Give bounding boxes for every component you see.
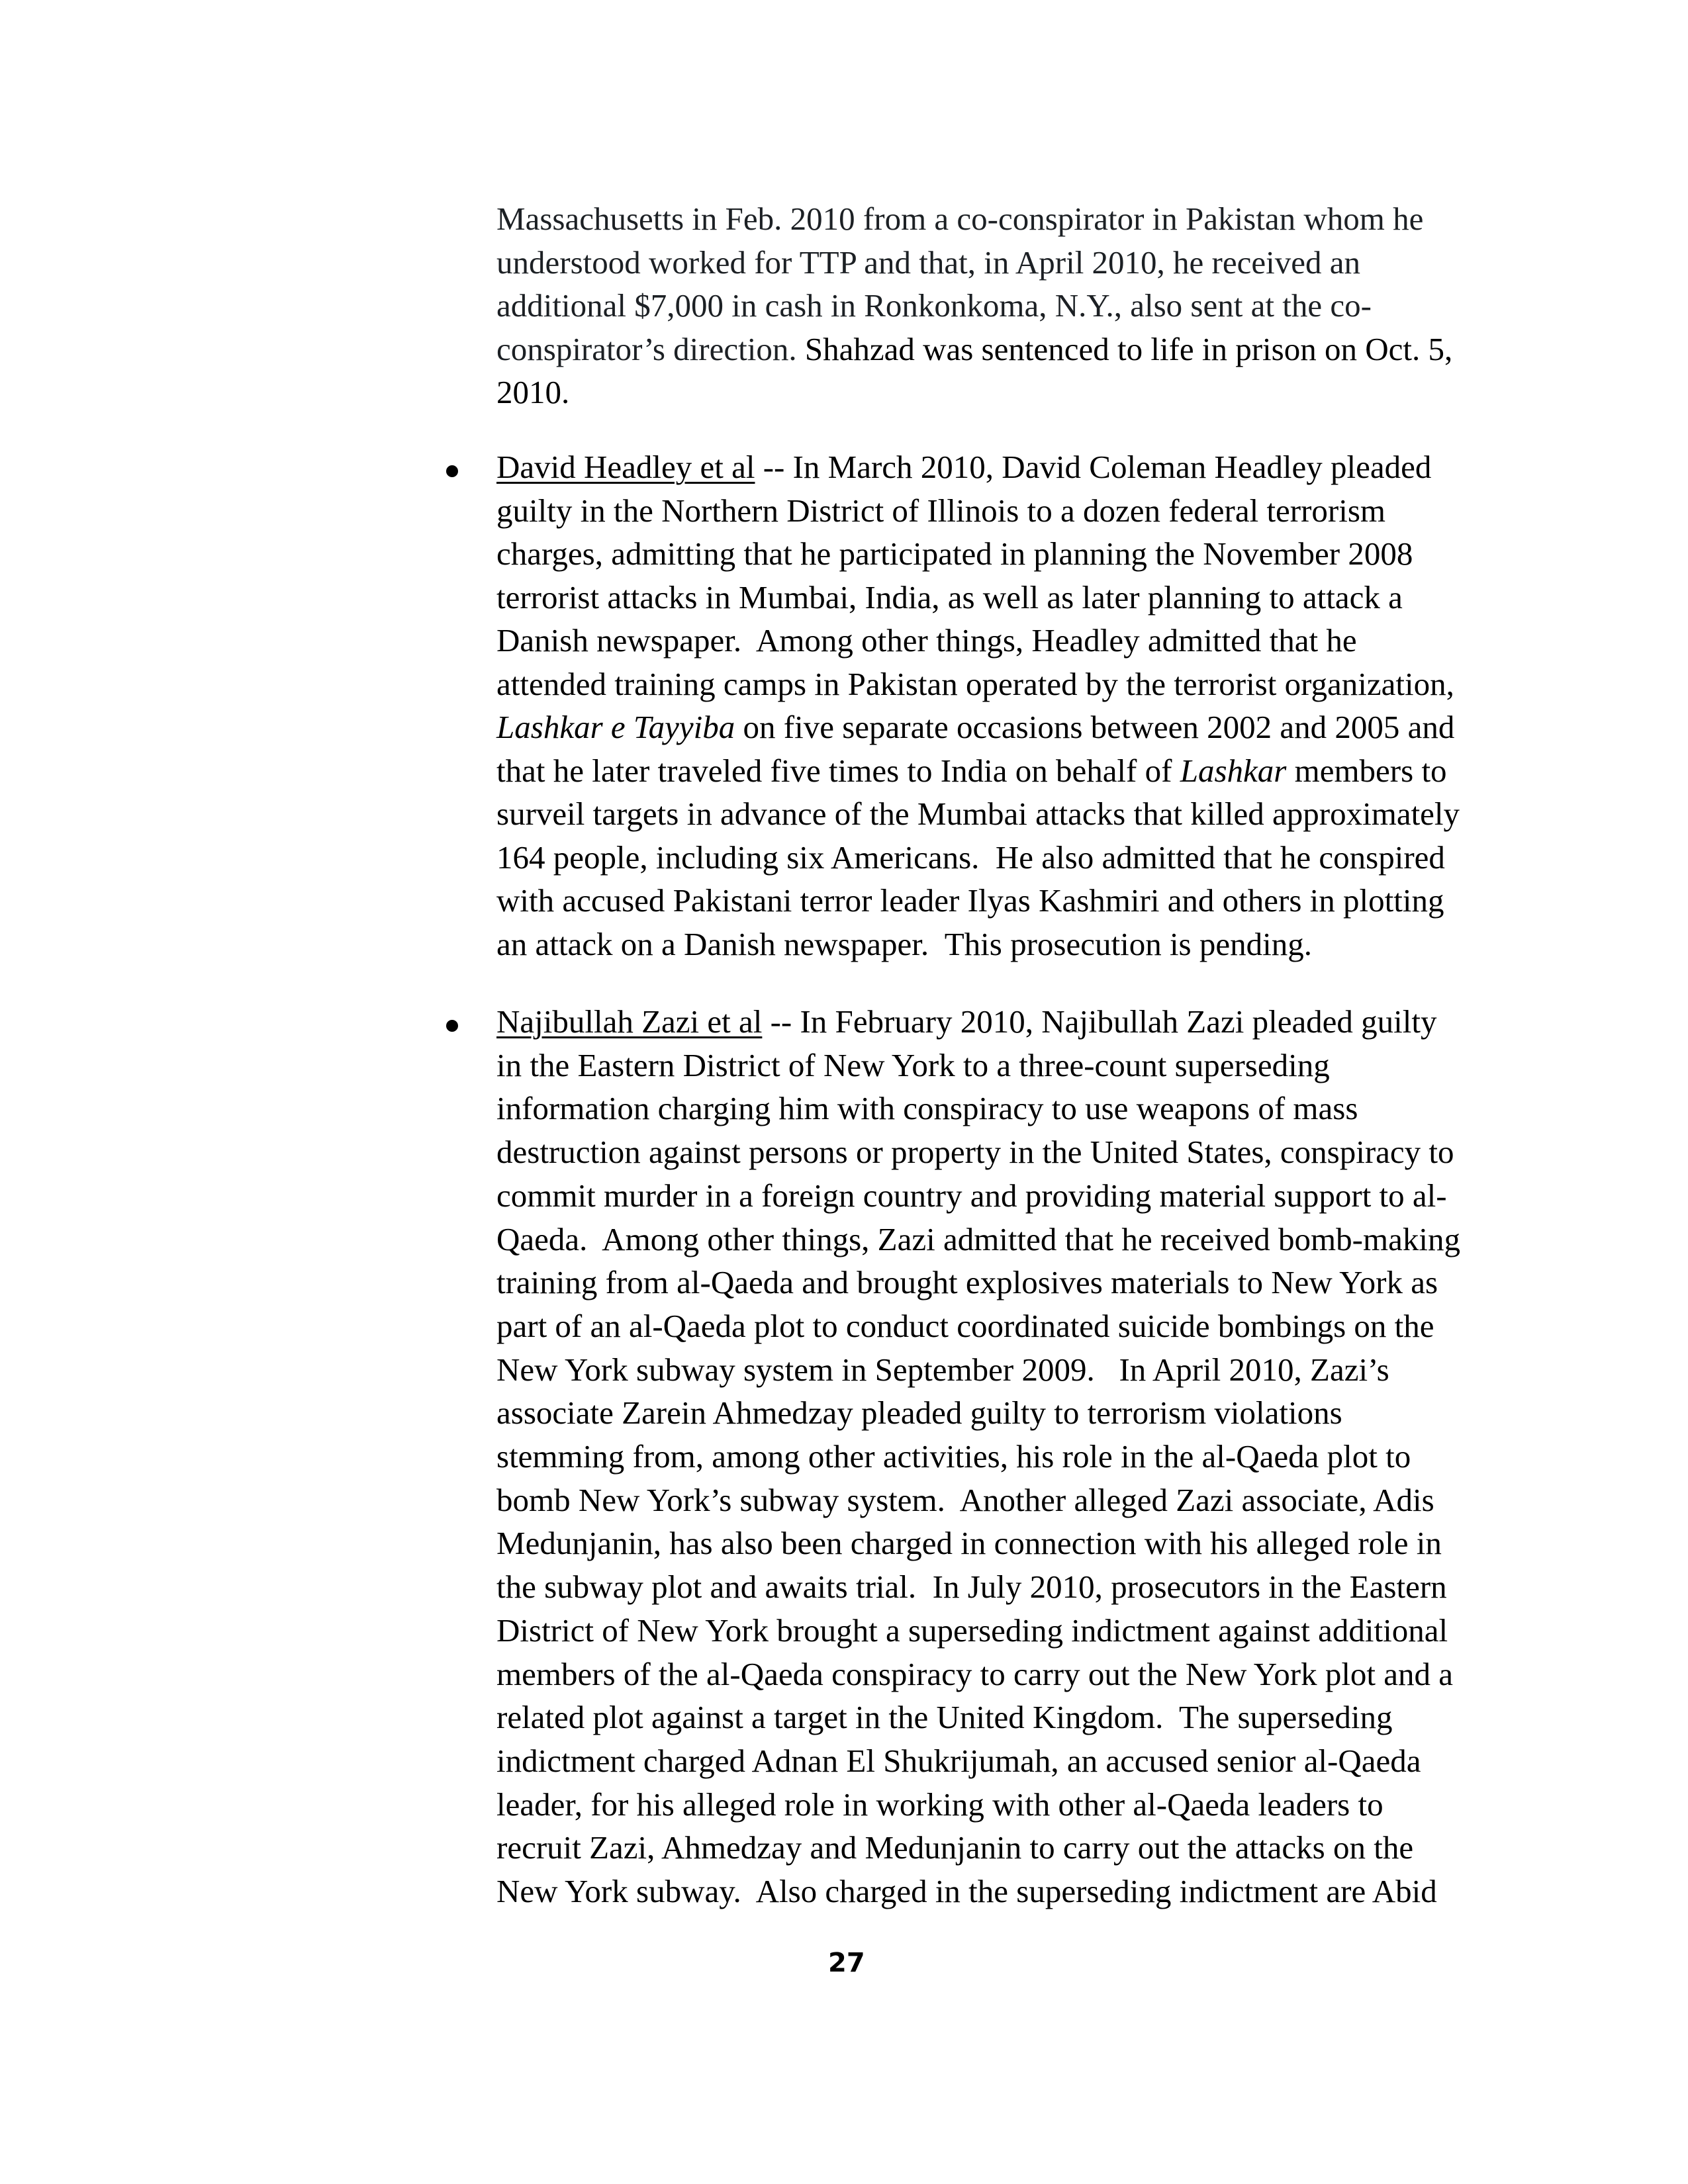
paragraph-line: in the Eastern District of New York to a three-count superseding: [496, 1046, 1330, 1083]
paragraph-line: leader, for his alleged role in working with other al-Qaeda leaders to: [496, 1786, 1383, 1823]
organization-name: Lashkar: [1180, 752, 1287, 789]
sentence-text: Shahzad was sentenced to life in prison on Oct. 5,: [804, 331, 1453, 367]
paragraph-line: [496, 754, 1447, 787]
paragraph-line: training from al-Qaeda and brought explosives materials to New York as: [496, 1264, 1438, 1301]
line-text: conspirator’s direction.: [496, 331, 805, 367]
paragraph-line: members of the al-Qaeda conspiracy to carry out the New York plot and a: [496, 1655, 1454, 1692]
paragraph-line: stemming from, among other activities, his role in the al-Qaeda plot to: [496, 1438, 1411, 1475]
line-text: on five separate occasions between 2002 and 2005 and: [735, 709, 1455, 745]
case-name: Najibullah Zazi et al: [496, 1003, 763, 1040]
paragraph-line: Danish newspaper. Among other things, Headley admitted that he: [496, 622, 1357, 659]
paragraph-line: [496, 333, 1452, 365]
paragraph-line: terrorist attacks in Mumbai, India, as well as later planning to attack a: [496, 579, 1403, 615]
paragraph-line: indictment charged Adnan El Shukrijumah, an accused senior al-Qaeda: [496, 1742, 1421, 1779]
line-text: -- In February 2010, Najibullah Zazi pleaded guilty: [762, 1003, 1437, 1040]
paragraph-line: recruit Zazi, Ahmedzay and Medunjanin to carry out the attacks on the: [496, 1829, 1414, 1866]
page-number: 27: [828, 1948, 865, 1978]
paragraph-line: 164 people, including six Americans. He also admitted that he conspired: [496, 839, 1445, 876]
paragraph-line: destruction against persons or property in the United States, conspiracy to: [496, 1134, 1454, 1171]
paragraph-line: charges, admitting that he participated in planning the November 2008: [496, 535, 1413, 572]
line-text: that he later traveled five times to India on behalf of: [496, 752, 1180, 789]
paragraph-line: Massachusetts in Feb. 2010 from a co-conspirator in Pakistan whom he: [496, 201, 1424, 237]
paragraph-line: with accused Pakistani terror leader Ilyas Kashmiri and others in plotting: [496, 882, 1444, 919]
paragraph-line: [496, 1005, 1437, 1038]
organization-name: Lashkar e Tayyiba: [496, 709, 735, 745]
paragraph-line: District of New York brought a superseding indictment against additional: [496, 1612, 1448, 1649]
paragraph-line: commit murder in a foreign country and providing material support to al-: [496, 1177, 1447, 1214]
paragraph-line: part of an al-Qaeda plot to conduct coordinated suicide bombings on the: [496, 1307, 1434, 1344]
paragraph-line: surveil targets in advance of the Mumbai attacks that killed approximately: [496, 796, 1460, 832]
paragraph-line: Medunjanin, has also been charged in connection with his alleged role in: [496, 1525, 1442, 1562]
paragraph-line: an attack on a Danish newspaper. This prosecution is pending.: [496, 926, 1312, 962]
paragraph-line: guilty in the Northern District of Illinois to a dozen federal terrorism: [496, 492, 1386, 529]
paragraph-line: bomb New York’s subway system. Another alleged Zazi associate, Adis: [496, 1481, 1434, 1518]
paragraph-line: New York subway system in September 2009. In April 2010, Zazi’s: [496, 1351, 1389, 1388]
bullet-icon: [446, 465, 458, 477]
case-name: David Headley et al: [496, 449, 755, 485]
paragraph-line: [496, 711, 1454, 743]
paragraph-line: New York subway. Also charged in the superseding indictment are Abid: [496, 1873, 1437, 1909]
paragraph-line: understood worked for TTP and that, in April 2010, he received an: [496, 244, 1360, 281]
line-text: -- In March 2010, David Coleman Headley pleaded: [755, 449, 1432, 485]
paragraph-line: additional $7,000 in cash in Ronkonkoma, N.Y., also sent at the co-: [496, 287, 1372, 324]
paragraph-line: information charging him with conspiracy to use weapons of mass: [496, 1090, 1358, 1127]
paragraph-line: Qaeda. Among other things, Zazi admitted that he received bomb-making: [496, 1220, 1460, 1257]
paragraph-line: associate Zarein Ahmedzay pleaded guilty to terrorism violations: [496, 1394, 1342, 1432]
paragraph-line: 2010.: [496, 374, 570, 410]
line-text: members to: [1286, 752, 1447, 789]
paragraph-line: attended training camps in Pakistan operated by the terrorist organization,: [496, 666, 1454, 702]
paragraph-line: related plot against a target in the United Kingdom. The superseding: [496, 1699, 1393, 1736]
paragraph-line: [496, 451, 1431, 483]
paragraph-line: the subway plot and awaits trial. In July 2010, prosecutors in the Eastern: [496, 1569, 1447, 1606]
bullet-icon: [446, 1020, 458, 1032]
